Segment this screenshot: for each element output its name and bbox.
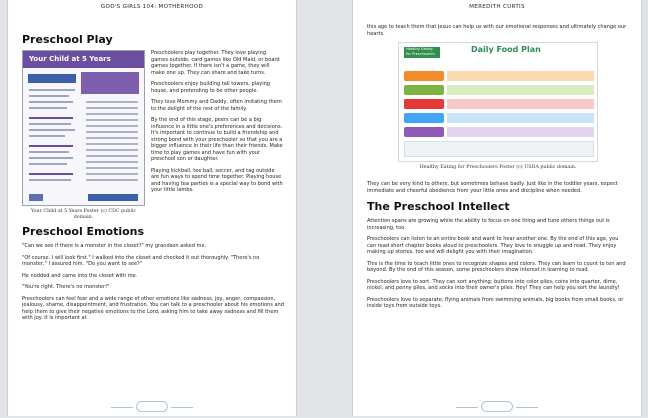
heading-preschool-intellect: The Preschool Intellect: [367, 200, 510, 213]
paragraph: Preschoolers love to separate; flying animals from swimming animals, big books from small books, or inside toys from outside toys.: [367, 296, 624, 309]
running-head-right: MEREDITH CURTIS: [469, 4, 525, 10]
paragraph: Preschoolers enjoy building tall towers, playing house, and pretending to be other people.: [151, 81, 271, 94]
food-plan-figure: [398, 42, 598, 171]
left-page-content: [22, 33, 284, 327]
cdc-poster-figure: [22, 50, 145, 221]
cdc-poster-image: [22, 50, 145, 206]
right-page-content: [367, 24, 629, 315]
food-poster-title: Daily Food Plan: [471, 45, 541, 54]
paragraph: Attention spans are growing while the ability to focus on one thing and tune others things out is increasing, too.: [367, 218, 610, 231]
paragraph: this age to teach them that Jesus can help us with our emotional responses and ultimately change our hearts.: [367, 24, 627, 37]
paragraph: This is the time to teach little ones to recognize shapes and colors. They can learn to count to ten and beyond. By the end of this season, some preschoolers show interest in learning to read.: [367, 260, 626, 273]
poster-title: Your Child at 5 Years: [23, 51, 144, 68]
food-poster-badge: Healthy Eating for Preschoolers: [404, 47, 440, 58]
paragraph: Preschoolers can listen to an entire book and want to hear another one. By the end of this age, you can read short chapter books aloud to preschoolers. They love to snuggle up and read. They enjoy making up stories, too and will delight you with their imagination.: [367, 236, 619, 255]
paragraph: "Can we see if there is a monster in the closet?" my grandson asked me.: [22, 243, 207, 249]
paragraph: Preschoolers love to sort. They can sort anything: buttons into color piles, coins into quarter, dime, nickel, and penny piles, and socks into their owner's piles. Hey! They can help you sort the laundry!: [367, 278, 620, 291]
cdc-poster-caption: Your Child at 5 Years Poster (c) CDC public domain.: [30, 209, 137, 220]
paragraph: By the end of this stage, peers can be a big influence in a little one's preferences and decisions. It's important to continue to build a friendship and strong bond with your preschooler so that you are a bigger influence in their life than their friends. Make time to play games and have fun with your preschool son or daughter.: [151, 117, 283, 162]
page-footer-ornament: [136, 401, 168, 412]
left-page: [7, 0, 297, 416]
page-footer-ornament: [481, 401, 513, 412]
food-plan-poster-image: [398, 42, 598, 162]
paragraph: "Of course. I will look first." I walked into the closet and checked it out thoroughly. "There's no monster," I assured him. "Do you want to see?": [22, 254, 260, 267]
heading-preschool-play: Preschool Play: [22, 33, 113, 46]
paragraph: They love Mommy and Daddy, often imitating them to the delight of the rest of the family.: [151, 99, 282, 112]
running-head-left: GOD'S GIRLS 104: MOTHERHOOD: [100, 4, 204, 10]
paragraph: He nodded and came into the closet with me.: [22, 272, 138, 279]
right-page: [352, 0, 642, 416]
paragraph: Preschoolers can feel fear and a wide range of other emotions like sadness, joy, anger, compassion, jealousy, shame, disappointment, and frustration. You can talk to a preschooler about his emotions and help them to give their negative emotions to the Lord, asking him to take away sadness and fill them with joy. It is important at: [22, 295, 284, 321]
heading-preschool-emotions: Preschool Emotions: [22, 225, 145, 238]
food-plan-caption: Healthy Eating for Preschoolers Poster (c) USDA public domain.: [419, 165, 577, 170]
paragraph: "You're right. There's no monster!": [22, 284, 110, 290]
paragraph: They can be very kind to others, but sometimes behave badly. Just like in the toddler years, expect immediate and cheerful obedience from your little ones and discipline when needed.: [367, 181, 618, 194]
paragraph: Preschoolers play together. They love playing games outside, card games like Old Maid, or board games together. If there isn't a game, they will make one up. They can share and take turns.: [151, 50, 280, 76]
paragraph: Playing kickball, tee ball, soccer, and tag outside are fun ways to spend time together. Playing house and having tea parties is a special way to bond with your little lambs.: [151, 167, 283, 193]
